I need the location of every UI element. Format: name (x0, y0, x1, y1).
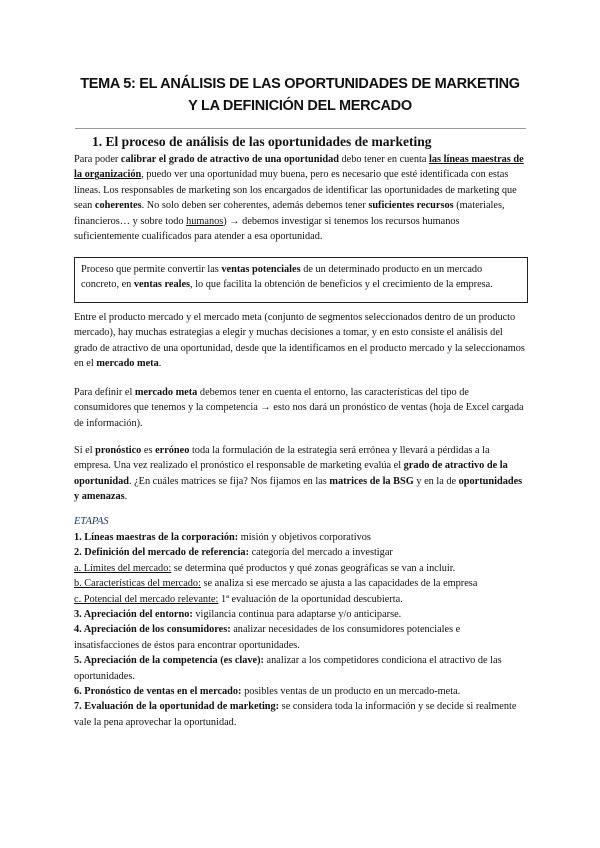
list-item: 4. Apreciación de los consumidores: analizar necesidades de los consumidores potenciales e insatisfacciones de éstos para encontrar oportunidades. (74, 624, 461, 651)
etapas-list (74, 530, 534, 730)
list-item: 1. Líneas maestras de la corporación: misión y objetivos corporativos (74, 532, 371, 543)
list-item: 2. Definición del mercado de referencia: categoría del mercado a investigar (74, 547, 393, 559)
list-item: b. Características del mercado: se analiza si ese mercado se ajusta a las capacidades de la empresa (74, 578, 478, 590)
list-item: 3. Apreciación del entorno: vigilancia continua para adaptarse y/o anticiparse. (74, 609, 402, 621)
paragraph-intro: Para poder calibrar el grado de atractivo de una oportunidad debo tener en cuenta las líneas maestras de la organización, puedo ver una oportunidad muy buena, pero es necesario que esté identificada con estas líneas. Los responsables de marketing son los encargados de identificar las oportunidades de marketing que sean coherentes. No solo deben ser coherentes, además debemos tener suficientes recursos (materiales, financieros… y sobre todo humanos) → debemos investigar si tenemos los recursos humanos suficientemente cualificados para atender a esa oportunidad. (74, 154, 524, 243)
section-heading: 1. El proceso de análisis de las oportunidades de marketing (92, 134, 432, 149)
list-item: a. Límites del mercado: se determina qué productos y qué zonas geográficas se van a incluir. (74, 562, 456, 574)
page-title-line-1: TEMA 5: EL ANÁLISIS DE LAS OPORTUNIDADES DE MARKETING (80, 76, 520, 92)
list-item: 7. Evaluación de la oportunidad de marketing: se considera toda la información y se decide si realmente vale la pena aprovechar la oportunidad. (74, 701, 517, 728)
paragraph-pronostico: Si el pronóstico es erróneo toda la formulación de la estrategia será errónea y llevará a pérdidas a la empresa. Una vez realizado el pronóstico el responsable de marketing evalúa el grado de atractivo de la oportunidad. ¿En cuáles matrices se fija? Nos fijamos en las matrices de la BSG y en la de oportunidades y amenazas. (74, 445, 523, 503)
paragraph-producto-mercado: Entre el producto mercado y el mercado meta (conjunto de segmentos seleccionados dentro de un producto mercado), hay muchas estrategias a elegir y muchas decisiones a tomar, y en esto consiste el análisis del grado de atractivo de una oportunidad, desde que la identificamos en el producto mercado y la seleccionamos en el mercado meta. (74, 312, 525, 370)
title-divider (75, 128, 526, 129)
list-item: 5. Apreciación de la competencia (es clave): analizar a los competidores condiciona el atractivo de las oportunidades. (74, 655, 502, 682)
page-title-line-2: Y LA DEFINICIÓN DEL MERCADO (188, 98, 412, 114)
paragraph-mercado-meta: Para definir el mercado meta debemos tener en cuenta el entorno, las características del tipo de consumidores que tenemos y la competencia → esto nos dará un pronóstico de ventas (hoja de Excel cargada de información). (74, 387, 524, 429)
definition-box: Proceso que permite convertir las ventas potenciales de un determinado producto en un mercado concreto, en ventas reales, lo que facilita la obtención de beneficios y el crecimiento de la empresa. (74, 257, 528, 303)
list-item: c. Potencial del mercado relevante: 1ª evaluación de la oportunidad descubierta. (74, 593, 403, 605)
list-item: 6. Pronóstico de ventas en el mercado: posibles ventas de un producto en un mercado-meta. (74, 686, 461, 698)
etapas-label: ETAPAS (74, 516, 109, 527)
